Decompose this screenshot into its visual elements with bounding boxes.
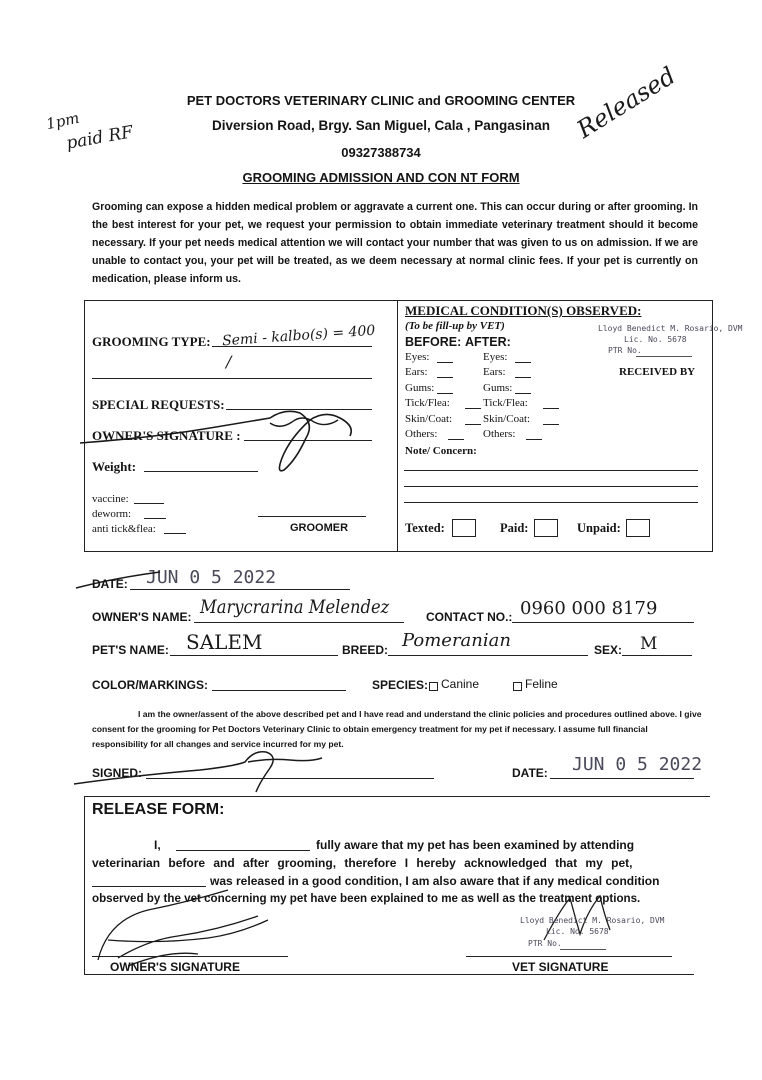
after-item-line[interactable] — [526, 439, 542, 440]
feline-label: Feline — [525, 677, 558, 691]
signed-label: SIGNED: — [92, 766, 143, 780]
note-concern-label: Note/ Concern: — [405, 445, 477, 457]
release-vet-stamp-lic: Lic. No. 5678 — [546, 927, 609, 936]
weight-line — [144, 471, 258, 472]
vet-stamp-lic: Lic. No. 5678 — [624, 335, 687, 344]
before-item-line[interactable] — [448, 439, 464, 440]
before-item-label: Eyes: — [405, 351, 430, 363]
special-requests-label: SPECIAL REQUESTS: — [92, 397, 225, 412]
signed-date-line — [550, 778, 694, 779]
breed-line — [388, 655, 588, 656]
texted-label: Texted: — [405, 521, 445, 535]
after-item-line[interactable] — [543, 408, 559, 409]
release-form-title: RELEASE FORM: — [92, 801, 225, 818]
weight-label: Weight: — [92, 459, 137, 474]
owner-name-line — [194, 622, 404, 623]
before-item-label: Gums: — [405, 381, 435, 394]
pet-name-value[interactable]: SALEM — [186, 630, 263, 654]
owner-name-value[interactable]: Marycrarina Melendez — [200, 596, 390, 618]
date-strike — [74, 570, 164, 590]
after-item-line[interactable] — [543, 424, 559, 425]
form-title: GROOMING ADMISSION AND CON NT FORM — [242, 170, 520, 185]
release-left-rule — [84, 796, 85, 974]
sex-value[interactable]: M — [640, 634, 658, 654]
release-bottom-rule — [84, 974, 694, 975]
after-item-label: Tick/Flea: — [483, 397, 528, 410]
release-line1-a: I, — [154, 838, 161, 852]
contact-value[interactable]: 0960 000 8179 — [520, 598, 658, 619]
intro-paragraph: Grooming can expose a hidden medical problem or aggravate a current one. This can occur during or after grooming. In the best interest for your pet, we request your permission to obtain immediate veterinary treatment should it become necessary. If your pet needs medical attention we will contact your number that was given to us on admission. If we are unable to contact you, your pet will be treated, as we deem necessary at normal clinic fees. If your pet is currently on medication, please inform us. — [92, 201, 698, 285]
owner-signature-2[interactable] — [70, 740, 350, 800]
grooming-type-label: GROOMING TYPE: — [92, 334, 211, 349]
sex-label: SEX: — [594, 643, 623, 657]
color-markings-line — [212, 690, 346, 691]
breed-value[interactable]: Pomeranian — [402, 630, 511, 651]
grooming-type-value[interactable]: Semi - kalbo(s) = 400 — [221, 322, 376, 350]
feline-checkbox[interactable] — [513, 682, 522, 691]
clinic-phone: 09327388734 — [341, 145, 421, 160]
unpaid-label: Unpaid: — [577, 521, 621, 535]
note-line-2 — [404, 486, 698, 487]
paid-checkbox[interactable] — [534, 519, 558, 537]
release-line4: observed by the vet concerning my pet have been explained to me as well as the treatment options. — [92, 892, 641, 905]
handwritten-paid-note: paid RF — [64, 122, 135, 154]
before-item-line[interactable] — [437, 362, 453, 363]
release-line3: was released in a good condition, I am also aware that if any medical condition — [210, 874, 660, 888]
signed-date-label: DATE: — [512, 766, 548, 780]
breed-label: BREED: — [342, 643, 389, 657]
texted-checkbox[interactable] — [452, 519, 476, 537]
after-item-line[interactable] — [515, 362, 531, 363]
after-item-line[interactable] — [515, 377, 531, 378]
unpaid-checkbox[interactable] — [626, 519, 650, 537]
owner-signature-label: OWNER'S SIGNATURE — [110, 960, 240, 974]
after-item-label: Others: — [483, 428, 516, 440]
contact-label: CONTACT NO.: — [426, 610, 513, 624]
owner-sig-line — [92, 956, 288, 957]
note-line-3 — [404, 502, 698, 503]
contact-line — [512, 622, 694, 623]
deworm-line — [144, 518, 166, 519]
before-item-line[interactable] — [465, 424, 481, 425]
handwritten-released-note: Released — [572, 61, 681, 144]
medical-title: MEDICAL CONDITION(S) OBSERVED: — [405, 303, 642, 318]
before-item-label: Tick/Flea: — [405, 397, 450, 410]
vet-signature-label: VET SIGNATURE — [512, 960, 609, 974]
owner-name-label: OWNER'S NAME: — [92, 610, 192, 624]
clinic-name: PET DOCTORS VETERINARY CLINIC and GROOMING CENTER — [186, 93, 576, 108]
table-divider — [397, 300, 398, 552]
consent-declaration: I am the owner/assent of the above described pet and I have read and understand the clinic policies and procedures outlined above. I give consent for the grooming for Pet Doctors Veterinary Clinic to obtain emergency treatment for my pet if necessary. I assume full financial responsibility for all changes and service incurred for my pet. — [92, 709, 702, 749]
vet-stamp-name: Lloyd Benedict M. Rosario, DVM — [598, 324, 743, 333]
before-label: BEFORE: — [405, 335, 462, 349]
clinic-address: Diversion Road, Brgy. San Miguel, Cala , Pangasinan — [211, 118, 551, 133]
before-item-label: Skin/Coat: — [405, 412, 453, 425]
after-item-label: Gums: — [483, 381, 513, 394]
before-item-line[interactable] — [465, 408, 481, 409]
before-item-label: Others: — [405, 428, 438, 440]
before-item-line[interactable] — [437, 377, 453, 378]
pet-name-line — [170, 655, 338, 656]
before-item-label: Ears: — [405, 366, 428, 379]
before-item-line[interactable] — [437, 393, 453, 394]
release-vet-stamp-ptr: PTR No. — [528, 939, 562, 948]
groomer-label: GROOMER — [290, 522, 349, 534]
after-item-label: Skin/Coat: — [483, 412, 531, 425]
paid-label: Paid: — [500, 521, 529, 535]
release-line1-b: fully aware that my pet has been examined by attending — [316, 838, 635, 852]
release-vet-stamp-name: Lloyd Benedict M. Rosario, DVM — [520, 916, 665, 925]
species-label: SPECIES: — [372, 678, 429, 692]
vet-sig-line — [466, 956, 672, 957]
grooming-type-line-2 — [92, 378, 372, 379]
handwritten-time-note: 1pm — [44, 108, 81, 134]
release-top-rule — [84, 796, 710, 797]
antitick-line — [164, 533, 186, 534]
vaccine-line — [134, 503, 164, 504]
received-by-label: RECEIVED BY — [619, 366, 696, 378]
signed-date-stamp[interactable]: JUN 0 5 2022 — [572, 754, 703, 775]
after-item-label: Ears: — [483, 366, 506, 379]
release-name-line — [176, 850, 310, 851]
pet-name-label: PET'S NAME: — [92, 643, 169, 657]
after-item-label: Eyes: — [483, 351, 508, 363]
vet-stamp-ptr-line — [636, 356, 692, 357]
antitick-label: anti tick&flea: — [92, 523, 156, 535]
vet-stamp-ptr: PTR No. — [608, 346, 642, 355]
canine-checkbox[interactable] — [429, 682, 438, 691]
date-stamp[interactable]: JUN 0 5 2022 — [146, 567, 277, 588]
date-label: DATE: — [92, 577, 128, 591]
fill-note: (To be fill-up by VET) — [405, 320, 505, 332]
owners-signature-label: OWNER'S SIGNATURE : — [92, 428, 241, 443]
vaccine-label: vaccine: — [92, 493, 129, 505]
groomer-line — [258, 516, 366, 517]
after-item-line[interactable] — [515, 393, 531, 394]
grooming-type-mark: / — [226, 352, 232, 371]
deworm-label: deworm: — [92, 508, 132, 520]
release-line2: veterinarian before and after grooming, therefore I hereby acknowledged that my pet, — [92, 856, 633, 870]
sex-line — [622, 655, 692, 656]
after-label: AFTER: — [465, 335, 511, 349]
color-markings-label: COLOR/MARKINGS: — [92, 678, 208, 692]
canine-label: Canine — [441, 677, 480, 691]
release-vet-ptr-line — [560, 949, 606, 950]
note-line-1 — [404, 470, 698, 471]
